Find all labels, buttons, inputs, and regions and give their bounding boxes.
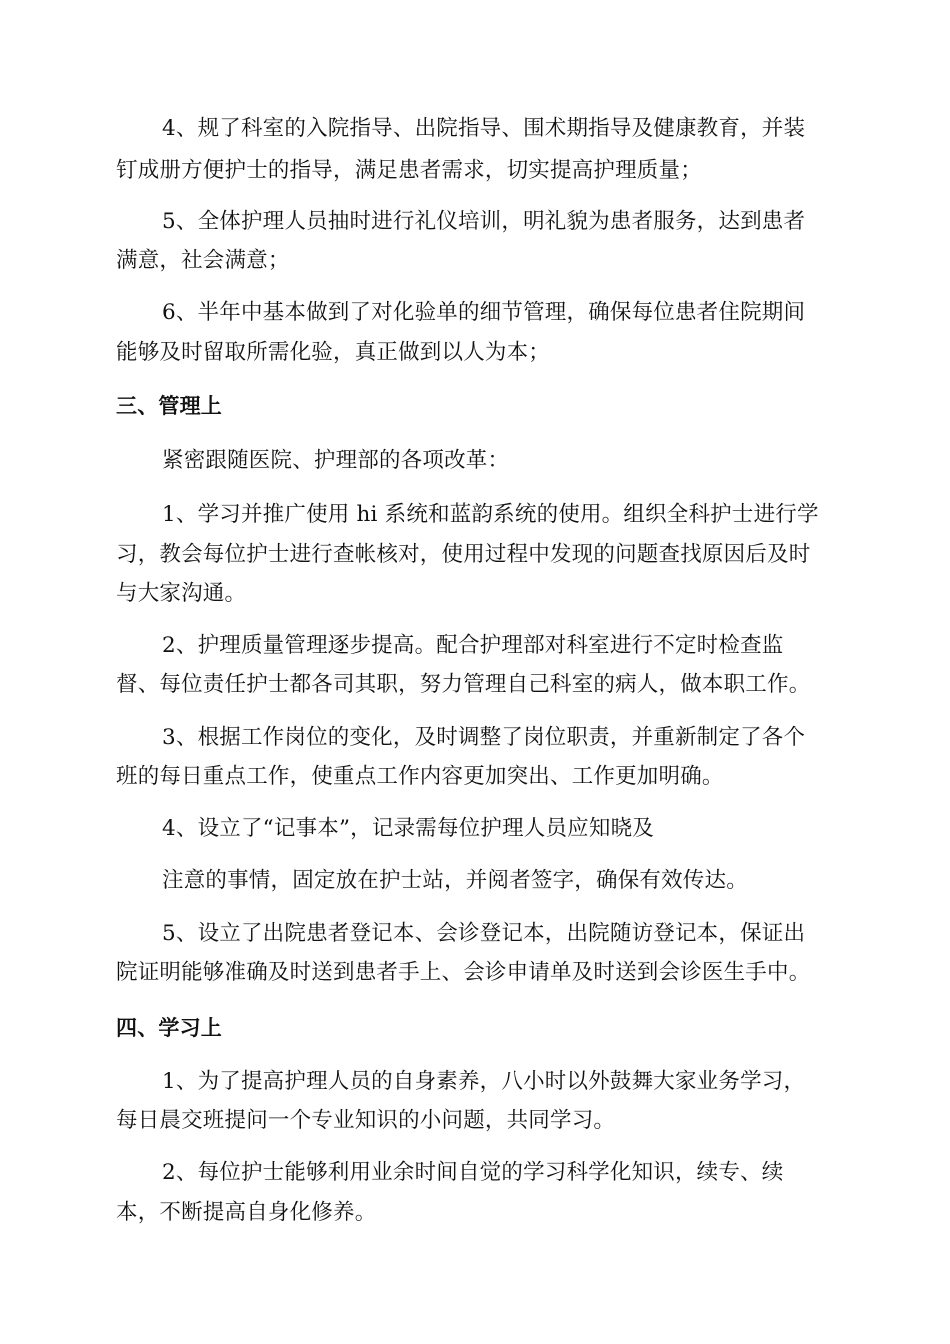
paragraph-line: 本，不断提高自身化修养。: [116, 1200, 377, 1225]
paragraph-line: 1、为了提高护理人员的自身素养，八小时以外鼓舞大家业务学习，: [162, 1069, 806, 1094]
paragraph-line: 5、设立了出院患者登记本、会诊登记本，出院随访登记本，保证出: [162, 921, 806, 946]
paragraph-line: 院证明能够准确及时送到患者手上、会诊申请单及时送到会诊医生手中。: [116, 960, 811, 985]
paragraph-line: 2、每位护士能够利用业余时间自觉的学习科学化知识，续专、续: [162, 1160, 784, 1185]
paragraph-line: 能够及时留取所需化验，真正做到以人为本；: [116, 340, 551, 365]
paragraph-line: 班的每日重点工作，使重点工作内容更加突出、工作更加明确。: [116, 764, 724, 789]
section-heading: 三、管理上: [116, 394, 222, 418]
paragraph-line: 4、规了科室的入院指导、出院指导、围术期指导及健康教育，并装: [162, 116, 806, 141]
section-heading: 四、学习上: [116, 1016, 222, 1040]
paragraph-line: 1、学习并推广使用 hi 系统和蓝韵系统的使用。组织全科护士进行学: [162, 502, 819, 527]
paragraph-line: 6、半年中基本做到了对化验单的细节管理，确保每位患者住院期间: [162, 300, 806, 325]
paragraph-line: 注意的事情，固定放在护士站，并阅者签字，确保有效传达。: [162, 868, 748, 893]
paragraph-line: 钉成册方便护士的指导，满足患者需求，切实提高护理质量；: [116, 158, 702, 183]
paragraph-line: 2、护理质量管理逐步提高。配合护理部对科室进行不定时检查监: [162, 633, 784, 658]
paragraph-line: 与大家沟通。: [116, 581, 247, 606]
paragraph-line: 4、设立了“记事本”，记录需每位护理人员应知晓及: [162, 816, 654, 841]
paragraph-line: 5、全体护理人员抽时进行礼仪培训，明礼貌为患者服务，达到患者: [162, 209, 806, 234]
paragraph-line: 习，教会每位护士进行查帐核对，使用过程中发现的问题查找原因后及时: [116, 542, 811, 567]
paragraph-line: 每日晨交班提问一个专业知识的小问题，共同学习。: [116, 1108, 616, 1133]
paragraph-line: 紧密跟随医院、护理部的各项改革：: [162, 448, 510, 473]
paragraph-line: 3、根据工作岗位的变化，及时调整了岗位职责，并重新制定了各个: [162, 725, 806, 750]
paragraph-line: 满意，社会满意；: [116, 248, 290, 273]
paragraph-line: 督、每位责任护士都各司其职，努力管理自己科室的病人，做本职工作。: [116, 672, 811, 697]
